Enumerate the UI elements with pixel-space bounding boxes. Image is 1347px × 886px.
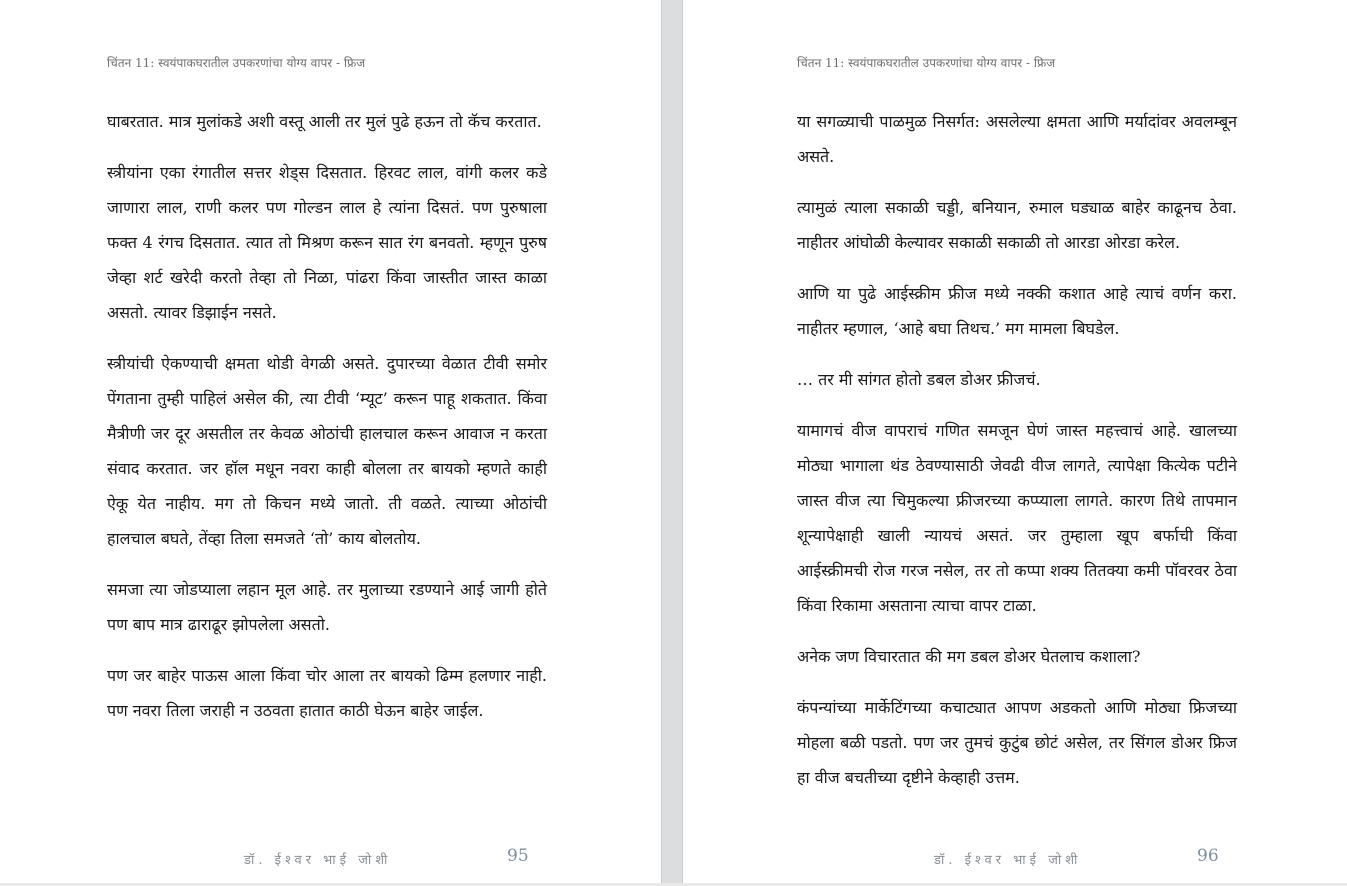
footer-author: डॉ. ईश्वर भाई जोशी bbox=[244, 853, 392, 868]
page-number: 95 bbox=[507, 846, 529, 866]
paragraph: घाबरतात. मात्र मुलांकडे अशी वस्तू आली तर मुलं पुढे हऊन तो कॅच करतात. bbox=[107, 112, 542, 131]
paragraph: आणि या पुढे आईस्क्रीम फ्रीज मध्ये नक्की कशात आहे त्याचं वर्णन करा. नाहीतर म्हणाल, ‘आहे बघा तिथच.’ मग मामला बिघडेल. bbox=[797, 284, 1237, 338]
page-footer bbox=[683, 846, 1347, 870]
paragraph: … तर मी सांगत होतो डबल डोअर फ्रीजचं. bbox=[797, 370, 1041, 389]
paragraph: समजा त्या जोडप्याला लहान मूल आहे. तर मुलाच्या रडण्याने आई जागी होते पण बाप मात्र ढाराढूर झोपलेला असतो. bbox=[107, 580, 547, 634]
page-footer bbox=[0, 846, 661, 870]
running-head: चिंतन 11: स्वयंपाकघरातील उपकरणांचा योग्य वापर - फ्रिज bbox=[797, 56, 1056, 70]
page-96 bbox=[683, 0, 1347, 883]
footer-author: डॉ. ईश्वर भाई जोशी bbox=[934, 853, 1082, 868]
paragraph: कंपन्यांच्या मार्केटिंगच्या कचाट्यात आपण अडकतो आणि मोठ्या फ्रिजच्या मोहला बळी पडतो. पण जर तुमचं कुटुंब छोटं असेल, तर सिंगल डोअर फ्रिज हा वीज बचतीच्या दृष्टीने केव्हाही उत्तम. bbox=[797, 698, 1237, 787]
page-gutter bbox=[661, 0, 683, 883]
page-number: 96 bbox=[1197, 846, 1219, 866]
paragraph: त्यामुळं त्याला सकाळी चड्डी, बनियान, रुमाल घड्याळ बाहेर काढूनच ठेवा. नाहीतर आंघोळी केल्यावर सकाळी सकाळी तो आरडा ओरडा करेल. bbox=[797, 198, 1237, 252]
paragraph: यामागचं वीज वापराचं गणित समजून घेणं जास्त महत्त्वाचं आहे. खालच्या मोठ्या भागाला थंड ठेवण्यासाठी जेवढी वीज लागते, त्यापेक्षा कित्येक पटीने जास्त वीज त्या चिमुकल्या फ्रीजरच्या कप्प्याला लागते. कारण तिथे तापमान शून्यापेक्षाही खाली न्यायचं असतं. जर तुम्हाला खूप बर्फाची किंवा आईस्क्रीमची रोज गरज नसेल, तर तो कप्पा शक्य तितक्या कमी पॉवरवर ठेवा किंवा रिकामा असताना त्याचा वापर टाळा. bbox=[797, 421, 1237, 615]
paragraph: अनेक जण विचारतात की मग डबल डोअर घेतलाच कशाला? bbox=[797, 647, 1141, 666]
paragraph: स्त्रीयांना एका रंगातील सत्तर शेड्स दिसतात. हिरवट लाल, वांगी कलर कडे जाणारा लाल, राणी कलर पण गोल्डन लाल हे त्यांना दिसतं. पण पुरुषाला फक्त 4 रंगच दिसतात. त्यात तो मिश्रण करून सात रंग बनवतो. म्हणून पुरुष जेव्हा शर्ट खरेदी करतो तेव्हा तो निळा, पांढरा किंवा जास्तीत जास्त काळा असतो. त्यावर डिझाईन नसते. bbox=[107, 163, 547, 322]
paragraph: स्त्रीयांची ऐकण्याची क्षमता थोडी वेगळी असते. दुपारच्या वेळात टीवी समोर पेंगताना तुम्ही पाहिलं असेल की, त्या टीवी ‘म्यूट’ करून पाहू शकतात. किंवा मैत्रीणी जर दूर असतील तर केवळ ओठांची हालचाल करून आवाज न करता संवाद करतात. जर हॉल मधून नवरा काही बोलला तर बायको म्हणते काही ऐकू येत नाहीय. मग तो किचन मध्ये जातो. ती वळते. त्याच्या ओठांची हालचाल बघते, तेंव्हा तिला समजते ‘तो’ काय बोलतोय. bbox=[107, 354, 547, 548]
page-95 bbox=[0, 0, 661, 883]
page-body bbox=[107, 104, 547, 744]
paragraph: पण जर बाहेर पाऊस आला किंवा चोर आला तर बायको ढिम्म हलणार नाही. पण नवरा तिला जराही न उठवता हातात काठी घेऊन बाहेर जाईल. bbox=[107, 666, 547, 720]
page-body bbox=[797, 104, 1237, 811]
paragraph: या सगळ्याची पाळमुळ निसर्गत: असलेल्या क्षमता आणि मर्यादांवर अवलम्बून असते. bbox=[797, 112, 1237, 166]
running-head: चिंतन 11: स्वयंपाकघरातील उपकरणांचा योग्य वापर - फ्रिज bbox=[107, 56, 366, 70]
